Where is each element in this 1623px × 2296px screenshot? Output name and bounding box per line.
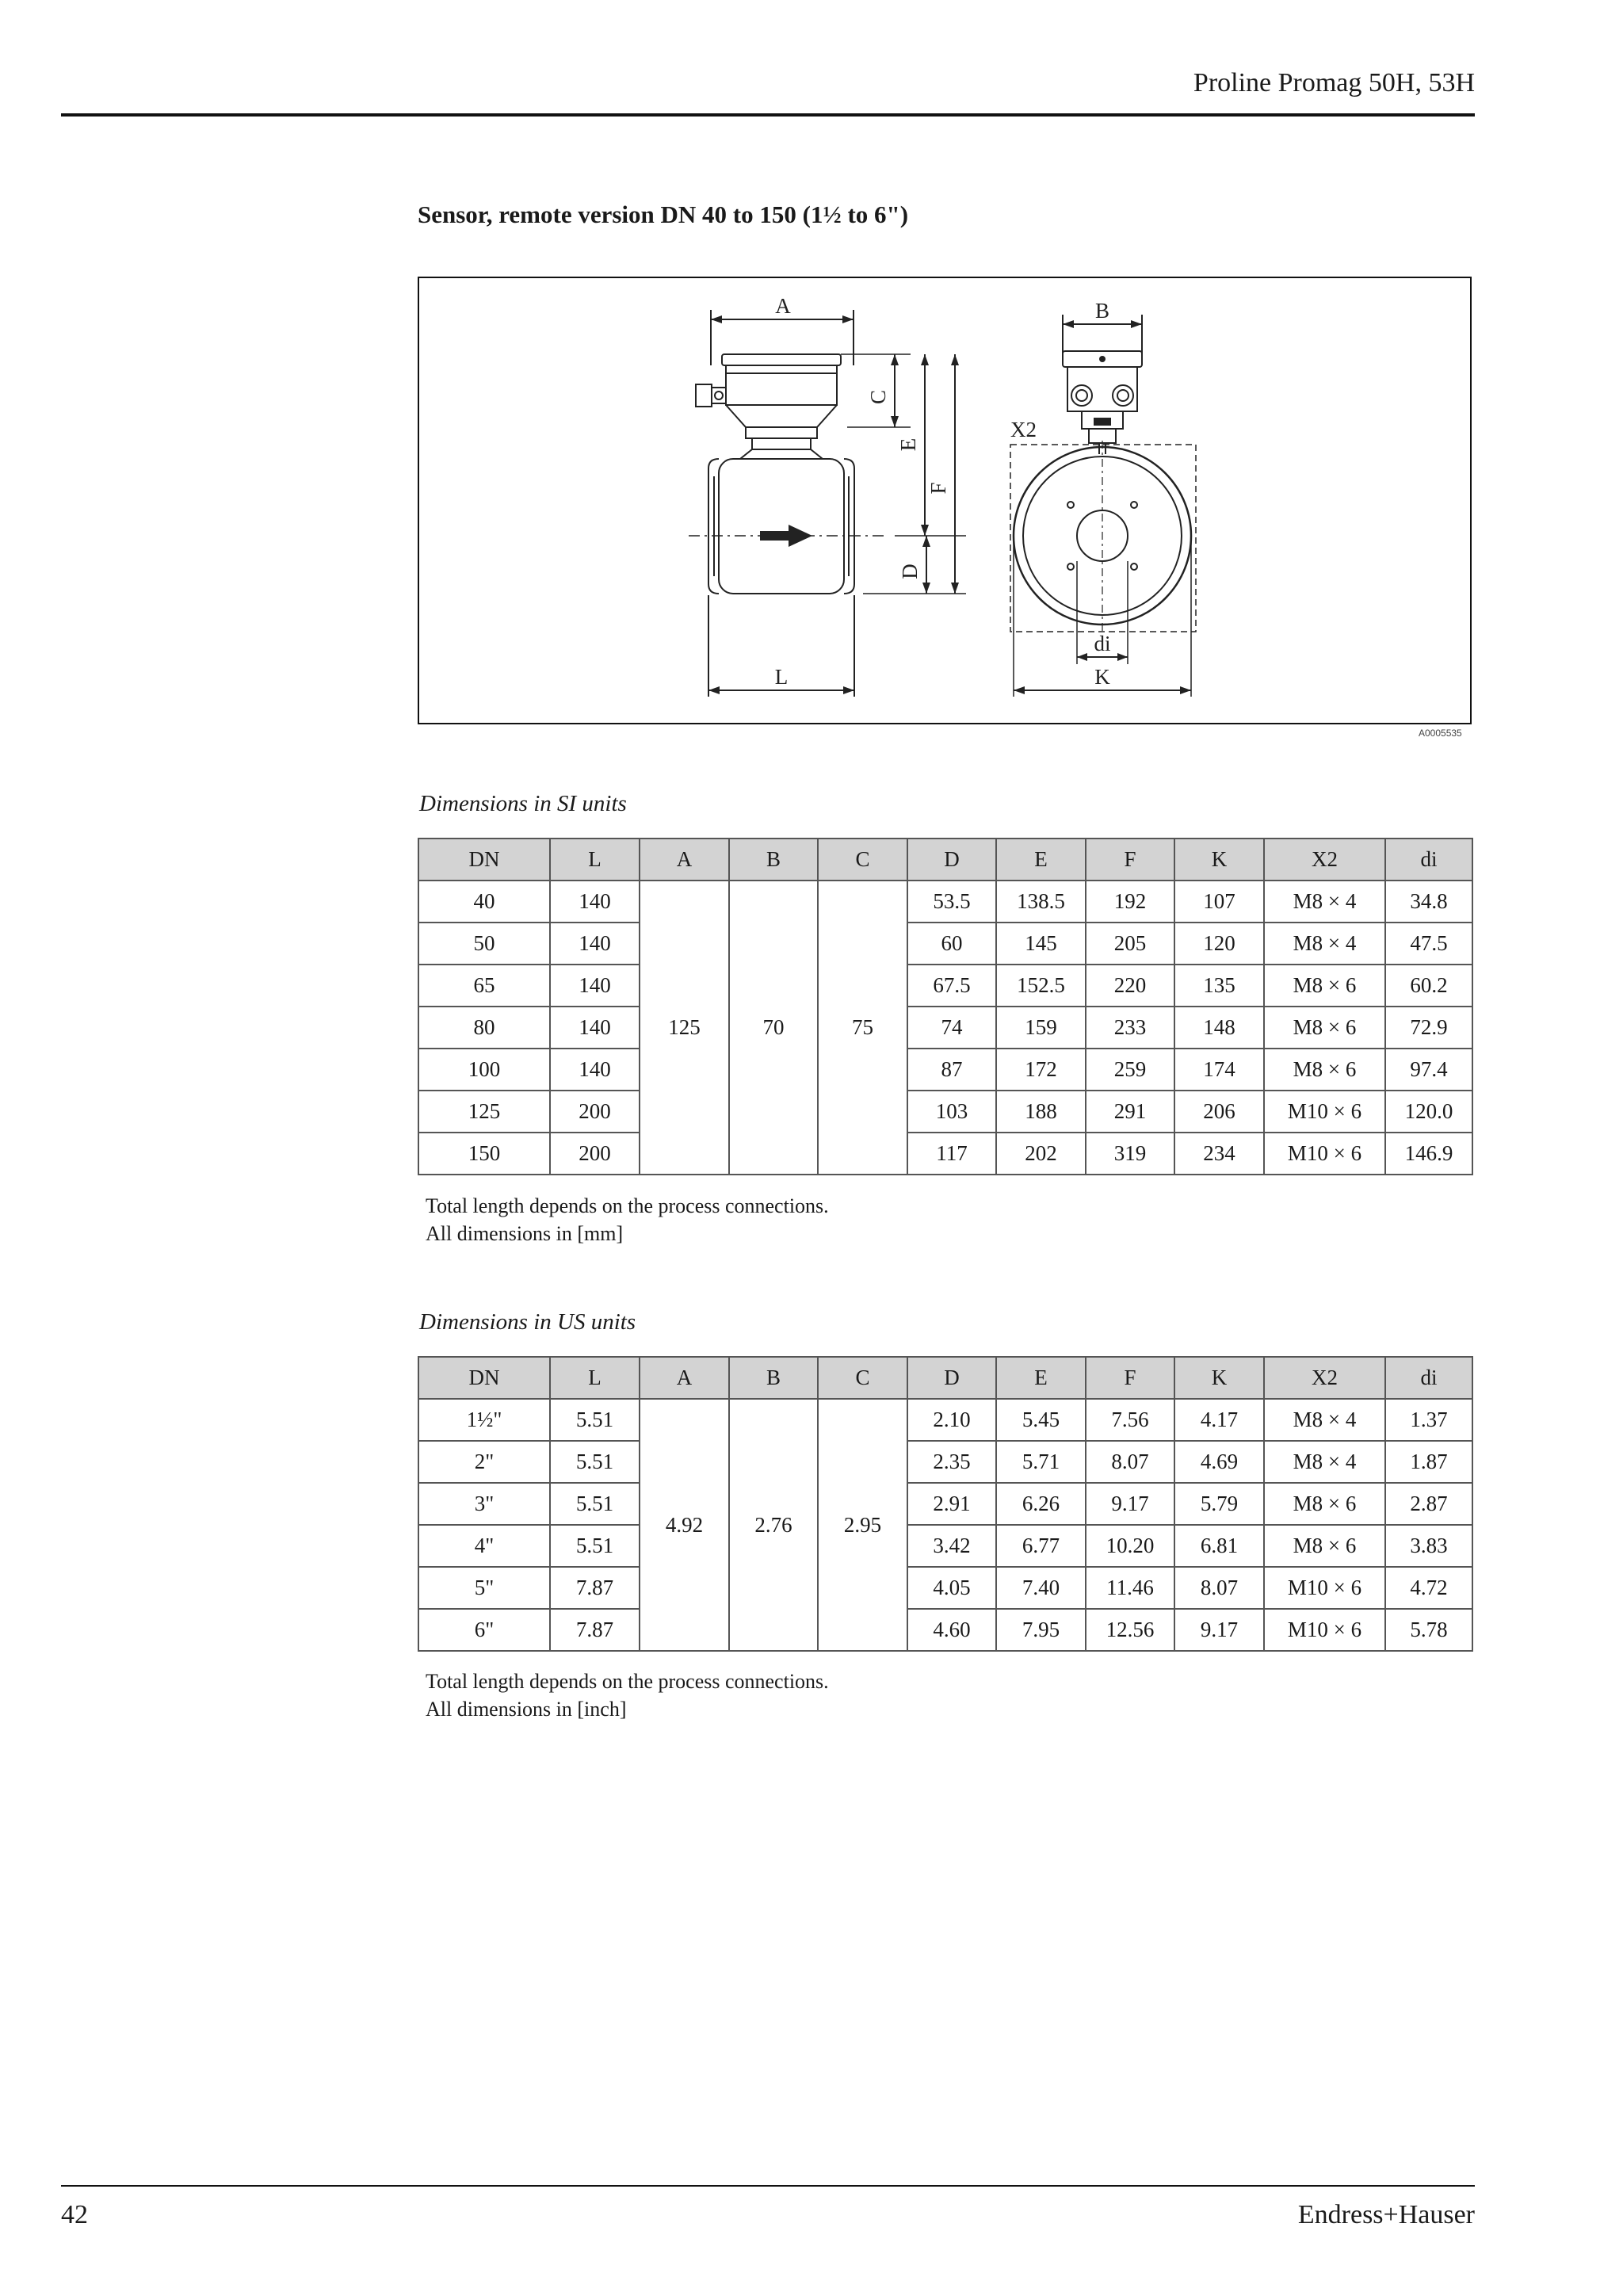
table-cell: M10 × 6 xyxy=(1264,1609,1385,1651)
table-cell: 10.20 xyxy=(1086,1525,1174,1567)
column-header: DN xyxy=(418,1357,550,1399)
column-header: D xyxy=(907,839,996,881)
table-cell: 291 xyxy=(1086,1091,1174,1133)
table-cell: M8 × 6 xyxy=(1264,1525,1385,1567)
table-cell: 7.87 xyxy=(550,1609,640,1651)
table-cell: 125 xyxy=(418,1091,550,1133)
dim-label-d: D xyxy=(898,563,922,579)
table-cell: 2" xyxy=(418,1441,550,1483)
table-cell: 5.51 xyxy=(550,1399,640,1441)
table-row xyxy=(418,965,1472,1007)
table-cell: 5.79 xyxy=(1174,1483,1264,1525)
table-cell: M8 × 4 xyxy=(1264,881,1385,923)
column-header: E xyxy=(996,1357,1086,1399)
table-cell: 2.91 xyxy=(907,1483,996,1525)
table-cell: 172 xyxy=(996,1049,1086,1091)
table-row xyxy=(418,1399,1472,1441)
table-cell: 140 xyxy=(550,881,640,923)
table-cell: 4" xyxy=(418,1525,550,1567)
table-cell: M8 × 4 xyxy=(1264,923,1385,965)
table-cell: 4.72 xyxy=(1385,1567,1472,1609)
table-cell: 8.07 xyxy=(1086,1441,1174,1483)
table-cell: 8.07 xyxy=(1174,1567,1264,1609)
table-cell: 146.9 xyxy=(1385,1133,1472,1175)
table-cell: M8 × 6 xyxy=(1264,965,1385,1007)
table-cell: 6.77 xyxy=(996,1525,1086,1567)
table-cell: M8 × 6 xyxy=(1264,1007,1385,1049)
table-cell: 117 xyxy=(907,1133,996,1175)
column-header: di xyxy=(1385,839,1472,881)
column-header: B xyxy=(729,1357,818,1399)
table-cell: 192 xyxy=(1086,881,1174,923)
table-cell: 50 xyxy=(418,923,550,965)
merged-cell-c: 75 xyxy=(818,881,907,1175)
table-cell: 7.87 xyxy=(550,1567,640,1609)
table-cell: 12.56 xyxy=(1086,1609,1174,1651)
table-cell: 206 xyxy=(1174,1091,1264,1133)
si-notes xyxy=(426,1192,829,1247)
table-cell: 205 xyxy=(1086,923,1174,965)
table-cell: 103 xyxy=(907,1091,996,1133)
table-cell: 1.37 xyxy=(1385,1399,1472,1441)
table-cell: 1.87 xyxy=(1385,1441,1472,1483)
table-cell: 107 xyxy=(1174,881,1264,923)
table-header-row xyxy=(418,1357,1472,1399)
table-row xyxy=(418,1091,1472,1133)
us-dimensions-table xyxy=(418,1356,1473,1652)
header-rule xyxy=(61,113,1475,117)
si-dimensions-table xyxy=(418,838,1473,1175)
table-cell: 67.5 xyxy=(907,965,996,1007)
us-note-2: All dimensions in [inch] xyxy=(426,1698,627,1721)
column-header: D xyxy=(907,1357,996,1399)
column-header: X2 xyxy=(1264,1357,1385,1399)
table-row xyxy=(418,923,1472,965)
merged-cell-a: 4.92 xyxy=(640,1399,729,1651)
table-cell: 1½" xyxy=(418,1399,550,1441)
figure-id: A0005535 xyxy=(1419,728,1462,739)
table-cell: 100 xyxy=(418,1049,550,1091)
merged-cell-b: 70 xyxy=(729,881,818,1175)
table-row xyxy=(418,1049,1472,1091)
table-cell: M10 × 6 xyxy=(1264,1091,1385,1133)
table-cell: 120.0 xyxy=(1385,1091,1472,1133)
table-cell: 47.5 xyxy=(1385,923,1472,965)
table-cell: 4.69 xyxy=(1174,1441,1264,1483)
brand-name: Endress+Hauser xyxy=(1297,2200,1475,2229)
table-cell: 233 xyxy=(1086,1007,1174,1049)
column-header: E xyxy=(996,839,1086,881)
table-cell: 202 xyxy=(996,1133,1086,1175)
table-cell: 3.42 xyxy=(907,1525,996,1567)
table-cell: M8 × 4 xyxy=(1264,1441,1385,1483)
table-cell: 7.95 xyxy=(996,1609,1086,1651)
page-number: 42 xyxy=(61,2200,88,2229)
running-header-title: Proline Promag 50H, 53H xyxy=(1193,68,1475,97)
table-cell: 6.81 xyxy=(1174,1525,1264,1567)
column-header: A xyxy=(640,839,729,881)
table-cell: 60 xyxy=(907,923,996,965)
table-cell: 140 xyxy=(550,1007,640,1049)
table-cell: 6.26 xyxy=(996,1483,1086,1525)
table-cell: 65 xyxy=(418,965,550,1007)
table-header-row xyxy=(418,839,1472,881)
dim-label-l: L xyxy=(774,665,789,689)
table-cell: 74 xyxy=(907,1007,996,1049)
footer-rule xyxy=(61,2185,1475,2187)
table-cell: 60.2 xyxy=(1385,965,1472,1007)
table-cell: M8 × 6 xyxy=(1264,1483,1385,1525)
table-row xyxy=(418,1441,1472,1483)
table-cell: 120 xyxy=(1174,923,1264,965)
table-cell: 97.4 xyxy=(1385,1049,1472,1091)
table-cell: 234 xyxy=(1174,1133,1264,1175)
merged-cell-b: 2.76 xyxy=(729,1399,818,1651)
column-header: A xyxy=(640,1357,729,1399)
table-cell: 200 xyxy=(550,1133,640,1175)
table-cell: 188 xyxy=(996,1091,1086,1133)
table-cell: M10 × 6 xyxy=(1264,1133,1385,1175)
column-header: K xyxy=(1174,839,1264,881)
column-header: K xyxy=(1174,1357,1264,1399)
table-cell: 4.05 xyxy=(907,1567,996,1609)
table-cell: 53.5 xyxy=(907,881,996,923)
column-header: L xyxy=(550,1357,640,1399)
table-cell: 80 xyxy=(418,1007,550,1049)
column-header: F xyxy=(1086,1357,1174,1399)
table-cell: 140 xyxy=(550,1049,640,1091)
table-cell: 5.51 xyxy=(550,1483,640,1525)
us-notes xyxy=(426,1668,829,1723)
table-cell: 140 xyxy=(550,923,640,965)
table-cell: 145 xyxy=(996,923,1086,965)
table-cell: 7.40 xyxy=(996,1567,1086,1609)
table-cell: 220 xyxy=(1086,965,1174,1007)
dim-label-k: K xyxy=(1094,665,1110,689)
table-cell: 40 xyxy=(418,881,550,923)
table-row xyxy=(418,1133,1472,1175)
table-cell: 3" xyxy=(418,1483,550,1525)
table-cell: 138.5 xyxy=(996,881,1086,923)
dim-label-e: E xyxy=(896,437,920,452)
table-cell: 5.71 xyxy=(996,1441,1086,1483)
table-cell: 148 xyxy=(1174,1007,1264,1049)
table-cell: 319 xyxy=(1086,1133,1174,1175)
merged-cell-c: 2.95 xyxy=(818,1399,907,1651)
us-table-caption: Dimensions in US units xyxy=(419,1309,636,1335)
table-cell: 72.9 xyxy=(1385,1007,1472,1049)
table-cell: 6" xyxy=(418,1609,550,1651)
table-row xyxy=(418,1525,1472,1567)
column-header: L xyxy=(550,839,640,881)
table-cell: 152.5 xyxy=(996,965,1086,1007)
table-cell: 87 xyxy=(907,1049,996,1091)
table-cell: 2.87 xyxy=(1385,1483,1472,1525)
table-cell: 174 xyxy=(1174,1049,1264,1091)
table-cell: 159 xyxy=(996,1007,1086,1049)
table-cell: 5.51 xyxy=(550,1441,640,1483)
table-cell: 2.10 xyxy=(907,1399,996,1441)
dim-label-f: F xyxy=(926,482,950,495)
table-cell: 9.17 xyxy=(1086,1483,1174,1525)
table-row xyxy=(418,1609,1472,1651)
table-cell: 140 xyxy=(550,965,640,1007)
column-header: C xyxy=(818,839,907,881)
table-cell: 2.35 xyxy=(907,1441,996,1483)
si-note-2: All dimensions in [mm] xyxy=(426,1222,624,1245)
table-cell: 200 xyxy=(550,1091,640,1133)
table-cell: 5.51 xyxy=(550,1525,640,1567)
si-note-1: Total length depends on the process connections. xyxy=(426,1194,829,1217)
column-header: C xyxy=(818,1357,907,1399)
table-cell: 5.78 xyxy=(1385,1609,1472,1651)
figure-label-x2: X2 xyxy=(1010,418,1037,441)
section-title: Sensor, remote version DN 40 to 150 (1½ to 6") xyxy=(418,201,909,228)
table-cell: 34.8 xyxy=(1385,881,1472,923)
table-cell: M8 × 6 xyxy=(1264,1049,1385,1091)
dim-label-a: A xyxy=(775,294,791,318)
table-cell: M8 × 4 xyxy=(1264,1399,1385,1441)
table-cell: 9.17 xyxy=(1174,1609,1264,1651)
si-table-caption: Dimensions in SI units xyxy=(419,791,627,816)
column-header: DN xyxy=(418,839,550,881)
table-cell: 135 xyxy=(1174,965,1264,1007)
table-cell: 150 xyxy=(418,1133,550,1175)
column-header: di xyxy=(1385,1357,1472,1399)
column-header: X2 xyxy=(1264,839,1385,881)
us-note-1: Total length depends on the process connections. xyxy=(426,1670,829,1693)
table-cell: 3.83 xyxy=(1385,1525,1472,1567)
table-cell: 7.56 xyxy=(1086,1399,1174,1441)
table-cell: 4.17 xyxy=(1174,1399,1264,1441)
dim-label-c: C xyxy=(866,389,890,405)
table-row xyxy=(418,1567,1472,1609)
table-cell: 5" xyxy=(418,1567,550,1609)
table-cell: 4.60 xyxy=(907,1609,996,1651)
table-cell: 5.45 xyxy=(996,1399,1086,1441)
table-cell: M10 × 6 xyxy=(1264,1567,1385,1609)
table-row xyxy=(418,881,1472,923)
table-row xyxy=(418,1007,1472,1049)
dim-label-b: B xyxy=(1094,299,1110,323)
table-cell: 259 xyxy=(1086,1049,1174,1091)
table-cell: 11.46 xyxy=(1086,1567,1174,1609)
column-header: B xyxy=(729,839,818,881)
dimension-drawing xyxy=(418,277,1472,724)
dim-label-di: di xyxy=(1094,632,1111,655)
column-header: F xyxy=(1086,839,1174,881)
merged-cell-a: 125 xyxy=(640,881,729,1175)
table-row xyxy=(418,1483,1472,1525)
